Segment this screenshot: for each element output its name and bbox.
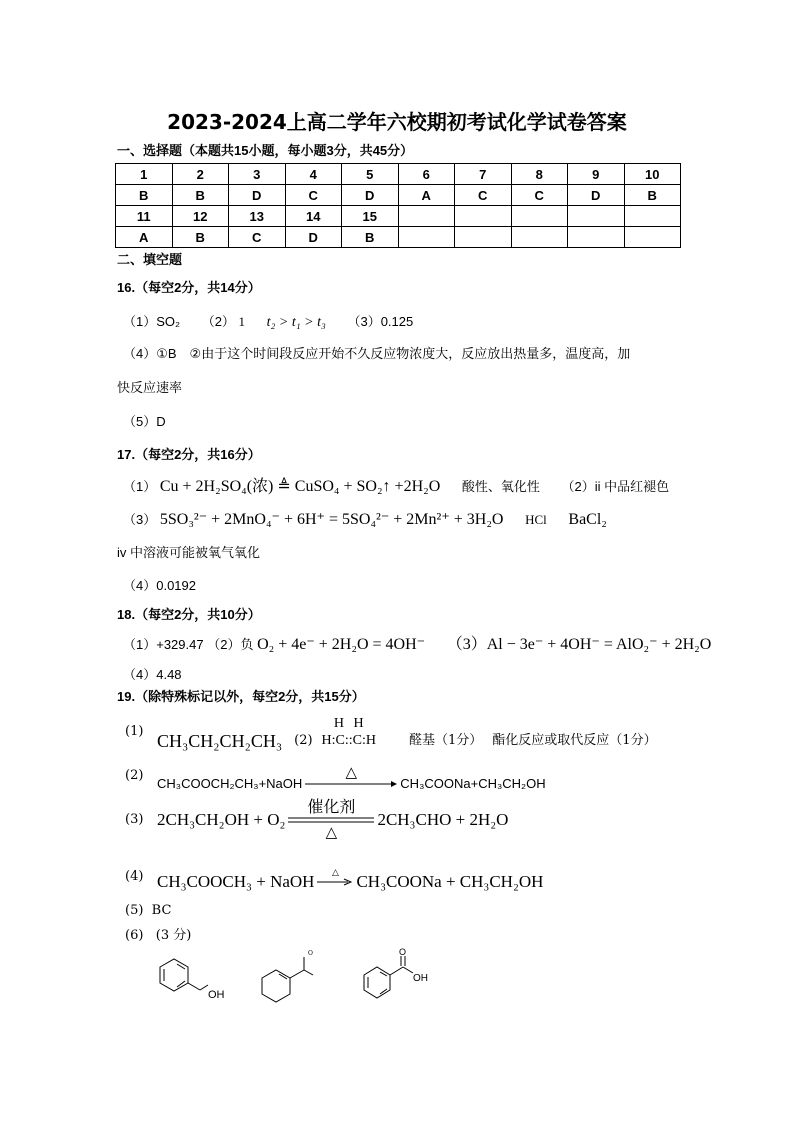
- q19-eq4-heat: △: [331, 868, 339, 878]
- table-cell: B: [116, 185, 173, 206]
- answer-row: [116, 227, 681, 248]
- table-cell: 9: [568, 164, 625, 185]
- table-cell: D: [285, 227, 342, 248]
- q19-eq2-right: CH₃COONa+CH₃CH₂OH: [400, 776, 546, 791]
- q17-heading: 17.（每空2分，共16分）: [117, 447, 261, 462]
- table-cell: [624, 227, 681, 248]
- q18-line1: [123, 637, 711, 653]
- table-cell: B: [624, 185, 681, 206]
- q19-eq4-left: CH₃COOCH₃ + NaOH: [157, 872, 315, 891]
- q17-label3: （3）: [123, 512, 157, 527]
- page-title: 2023-2024上高二学年六校期初考试化学试卷答案: [167, 110, 627, 134]
- q19-eq4-condition: [317, 868, 353, 886]
- q19-eq3-condition: [288, 799, 374, 841]
- q16-a2-label: （2）: [201, 314, 235, 329]
- q18-heading: 18.（每空2分，共10分）: [117, 607, 261, 622]
- table-cell: 10: [624, 164, 681, 185]
- q19-label4: (4): [125, 869, 144, 884]
- q19-line1: [125, 713, 657, 751]
- q16-line1: [123, 314, 413, 331]
- q17-bacl2: BaCl₂: [568, 511, 607, 528]
- table-cell: [398, 227, 455, 248]
- q16-a2b: t₂ > t₁ > t₃: [266, 315, 326, 330]
- answer-row: [116, 185, 681, 206]
- answer-table: [115, 163, 681, 248]
- q17-label1: （1）: [123, 479, 157, 494]
- table-cell: 5: [342, 164, 399, 185]
- q19-line2: [125, 760, 546, 792]
- q19-electron-h: H H: [333, 716, 364, 731]
- q16-line5: （5）D: [123, 414, 166, 429]
- table-cell: D: [342, 185, 399, 206]
- q19-eq2-heat: △: [345, 763, 358, 781]
- q17-line1: [123, 479, 669, 495]
- table-cell: D: [568, 185, 625, 206]
- table-cell: 15: [342, 206, 399, 227]
- table-cell: A: [398, 185, 455, 206]
- question-number-row: [116, 206, 681, 227]
- table-cell: 6: [398, 164, 455, 185]
- table-cell: A: [116, 227, 173, 248]
- table-cell: 12: [172, 206, 229, 227]
- q16-a2: 1: [238, 314, 246, 329]
- q19-eq3-catalyst: 催化剂: [307, 799, 356, 816]
- acetophenone-structure: [262, 950, 313, 1002]
- q19-eq3-heat: △: [325, 823, 338, 841]
- section1-heading: 一、选择题（本题共15小题，每小题3分，共45分）: [117, 143, 414, 158]
- q19-electron-structure: [322, 715, 376, 749]
- q19-eq2-left: CH₃COOCH₂CH₃+NaOH: [157, 776, 303, 791]
- table-cell: [568, 227, 625, 248]
- reaction-arrow-icon: [305, 780, 397, 788]
- q16-line4: （4）①B ②由于这个时间段反应开始不久反应物浓度大，反应放出热量多，温度高，加: [123, 346, 631, 361]
- reaction-arrow-icon: [317, 878, 353, 886]
- q16-line4b: 快反应速率: [117, 380, 183, 395]
- table-cell: 3: [229, 164, 286, 185]
- q19-line5: (5) BC: [125, 903, 172, 918]
- q18-a2-label: （2）负: [207, 637, 254, 652]
- table-cell: C: [229, 227, 286, 248]
- q17-line4: （4）0.0192: [123, 578, 196, 593]
- q16-a1: （1）SO₂: [123, 314, 181, 329]
- benzoic-acid-structure: [364, 947, 428, 998]
- table-cell: C: [285, 185, 342, 206]
- q16-heading: 16.（每空2分，共14分）: [117, 280, 261, 295]
- table-cell: 13: [229, 206, 286, 227]
- oh-label: OH: [208, 989, 225, 1001]
- q19-line6: (6) (3 分): [125, 928, 192, 943]
- o-label: O: [308, 950, 313, 957]
- table-cell: C: [511, 185, 568, 206]
- question-number-row: [116, 164, 681, 185]
- q19-eq4-right: CH₃COONa + CH₃CH₂OH: [356, 872, 544, 891]
- table-cell: B: [172, 227, 229, 248]
- q19-eq2-condition: [305, 764, 397, 788]
- table-cell: 2: [172, 164, 229, 185]
- q19-aldehyde: 醛基（1分）: [409, 733, 483, 748]
- q19-eq3-right: 2CH₃CHO + 2H₂O: [377, 810, 509, 829]
- q17-line3: [123, 512, 607, 528]
- table-cell: D: [229, 185, 286, 206]
- q19-line3: [125, 799, 508, 841]
- q17-hcl: HCl: [525, 512, 547, 527]
- q19-electron-formula: H:C::C:H: [321, 733, 377, 748]
- q19-label2b: (2): [125, 768, 144, 783]
- table-cell: [568, 206, 625, 227]
- table-cell: 4: [285, 164, 342, 185]
- table-cell: 8: [511, 164, 568, 185]
- q17-a1b: 酸性、氧化性: [461, 479, 540, 494]
- q17-line3b: iv 中溶液可能被氧气氧化: [117, 545, 261, 560]
- q18-a1: （1）+329.47: [123, 637, 204, 652]
- table-cell: [511, 227, 568, 248]
- table-cell: 14: [285, 206, 342, 227]
- q19-line4: [125, 862, 543, 892]
- table-cell: 11: [116, 206, 173, 227]
- q19-eq3-left: 2CH₃CH₂OH + O₂: [157, 810, 286, 829]
- q19-heading: 19.（除特殊标记以外，每空2分，共15分）: [117, 689, 365, 704]
- o-label: O: [399, 947, 407, 957]
- section2-heading: 二、填空题: [117, 252, 183, 267]
- table-cell: B: [342, 227, 399, 248]
- table-cell: [511, 206, 568, 227]
- benzyl-alcohol-structure: [160, 959, 225, 1001]
- table-cell: 7: [455, 164, 512, 185]
- table-cell: [455, 206, 512, 227]
- q18-eq3: （3）Al − 3e⁻ + 4OH⁻ = AlO₂⁻ + 2H₂O: [446, 636, 712, 653]
- q19-reaction-type: 酯化反应或取代反应（1分）: [492, 733, 657, 748]
- q17-eq1: Cu + 2H₂SO₄(浓) ≜ CuSO₄ + SO₂↑ +2H₂O: [159, 478, 441, 495]
- q16-a3: （3）0.125: [347, 314, 414, 329]
- q18-eq2: O₂ + 4e⁻ + 2H₂O = 4OH⁻: [257, 636, 426, 653]
- table-cell: [398, 206, 455, 227]
- q17-a2: （2）ii 中品红褪色: [561, 479, 670, 494]
- q18-line4: （4）4.48: [123, 667, 182, 682]
- table-cell: [455, 227, 512, 248]
- q17-eq3: 5SO₃²⁻ + 2MnO₄⁻ + 6H⁺ = 5SO₄²⁻ + 2Mn²⁺ + 3H₂O: [159, 511, 504, 528]
- q19-label1: (1): [125, 724, 144, 739]
- table-cell: 1: [116, 164, 173, 185]
- structures: [140, 945, 500, 1010]
- q19-label3: (3): [125, 812, 144, 827]
- oh-label: OH: [413, 973, 428, 984]
- q19-butane: CH₃CH₂CH₂CH₃: [157, 731, 283, 751]
- table-cell: [624, 206, 681, 227]
- table-cell: C: [455, 185, 512, 206]
- q19-label2: (2): [294, 733, 313, 748]
- table-cell: B: [172, 185, 229, 206]
